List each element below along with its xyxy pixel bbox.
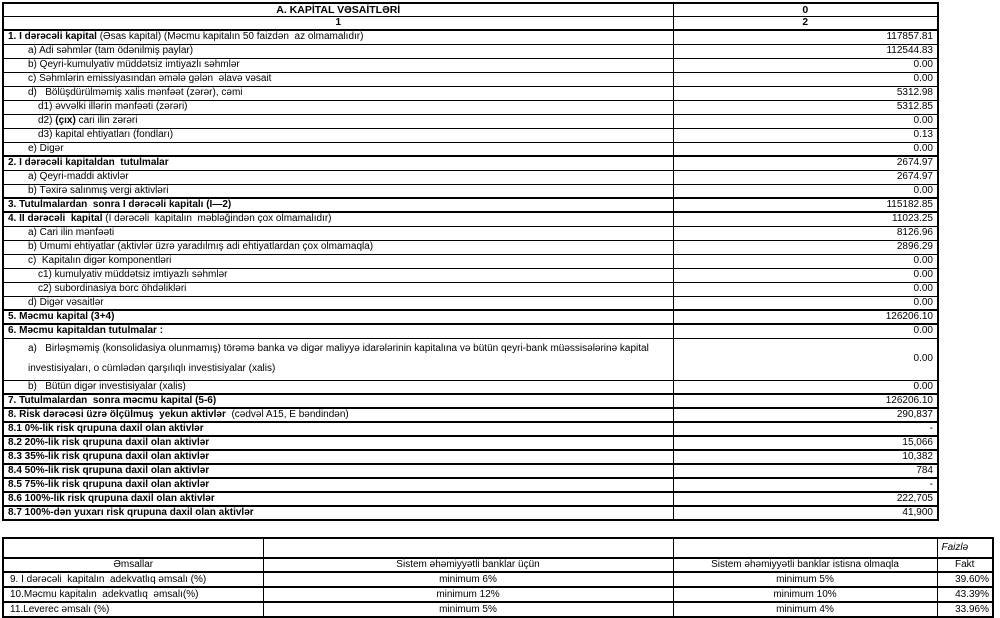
capital-row-label-segment: 4. II dərəcəli kapital bbox=[8, 213, 103, 225]
capital-row-label bbox=[3, 198, 673, 212]
capital-row-label bbox=[3, 408, 673, 422]
capital-row-label bbox=[3, 226, 673, 240]
capital-row-label-segment: a) Cari ilin mənfəəti bbox=[28, 227, 115, 238]
capital-table-row bbox=[3, 408, 938, 422]
capital-row-label-segment: (Əsas kapital) (Məcmu kapitalın 50 faizdən az olmamalıdır) bbox=[96, 31, 364, 43]
capital-row-value: 2674.97 bbox=[673, 156, 938, 170]
capital-table-row bbox=[3, 86, 938, 100]
capital-row-label-segment: b) Təxirə salınmış vergi aktivləri bbox=[28, 184, 169, 196]
capital-table-row bbox=[3, 268, 938, 282]
capital-col-number-1: 1 bbox=[3, 17, 673, 31]
capital-table-row bbox=[3, 226, 938, 240]
ratio-label: 10.Məcmu kapitalın adekvatlıq əmsalı(%) bbox=[3, 587, 263, 602]
capital-row-value: 0.13 bbox=[673, 128, 938, 142]
ratio-systemic-minimum: minimum 12% bbox=[263, 587, 673, 602]
capital-table-row bbox=[3, 310, 938, 324]
capital-table-row bbox=[3, 212, 938, 226]
capital-row-label-segment: 8.1 0%-lik risk qrupuna daxil olan aktivlər bbox=[8, 423, 204, 434]
capital-row-label-segment: d1) əvvəlki illərin mənfəəti (zərəri) bbox=[38, 101, 188, 112]
capital-row-value: 0.00 bbox=[673, 114, 938, 128]
capital-table-row bbox=[3, 422, 938, 436]
capital-table-row bbox=[3, 338, 938, 380]
capital-row-label bbox=[3, 506, 673, 520]
capital-row-label bbox=[3, 492, 673, 506]
capital-row-label-segment: d) Digər vəsaitlər bbox=[28, 296, 104, 308]
capital-table-row bbox=[3, 254, 938, 268]
capital-row-label bbox=[3, 142, 673, 156]
capital-row-label bbox=[3, 338, 673, 380]
capital-row-value: 784 bbox=[673, 464, 938, 478]
capital-row-label bbox=[3, 268, 673, 282]
capital-table-number-row bbox=[3, 17, 938, 31]
capital-row-value: - bbox=[673, 478, 938, 492]
capital-row-label-segment: 2. I dərəcəli kapitaldan tutulmalar bbox=[8, 157, 169, 169]
capital-table-row bbox=[3, 128, 938, 142]
capital-row-value: 0.00 bbox=[673, 324, 938, 338]
capital-table-row bbox=[3, 100, 938, 114]
capital-row-label-segment: (I dərəcəli kapitalın məbləğindən çox olmamalıdır) bbox=[102, 213, 332, 225]
capital-row-label-segment: 8.3 35%-lik risk qrupuna daxil olan aktivlər bbox=[8, 451, 210, 462]
capital-row-label-segment: b) Ümumi ehtiyatlar (aktivlər üzrə yaradılmış adi ehtiyatlardan çox olmamaqla) bbox=[28, 241, 374, 252]
capital-table-row bbox=[3, 380, 938, 394]
capital-row-label bbox=[3, 436, 673, 450]
capital-row-label-segment: a) Qeyri-maddi aktivlər bbox=[28, 171, 129, 182]
capital-row-label-segment: a) Birləşməmiş (konsolidasiya olunmamış) törəmə banka və digər maliyyə idarələrinin kapitalına və bütün qeyri-bank müəssisələrinə kapital investisiyaları, o cümlədən qarşılıqlı investisiyalar (xalis) bbox=[28, 343, 652, 374]
capital-row-value: 0.00 bbox=[673, 58, 938, 72]
capital-row-label-segment: 8.5 75%-lik risk qrupuna daxil olan aktivlər bbox=[8, 479, 210, 490]
capital-row-value: 10,382 bbox=[673, 450, 938, 464]
capital-row-label-segment: 5. Məcmu kapital (3+4) bbox=[8, 311, 115, 322]
capital-table-row bbox=[3, 506, 938, 520]
ratios-unit-row bbox=[3, 538, 993, 558]
capital-table-row bbox=[3, 198, 938, 212]
capital-row-label bbox=[3, 170, 673, 184]
capital-table-title: A. KAPİTAL VƏSAİTLƏRİ bbox=[3, 3, 673, 17]
capital-row-label-segment: 7. Tutulmalardan sonra məcmu kapital (5-6) bbox=[8, 395, 217, 406]
capital-row-value: 8126.96 bbox=[673, 226, 938, 240]
capital-row-value: 0.00 bbox=[673, 338, 938, 380]
capital-row-label-segment: b) Qeyri-kumulyativ müddətsiz imtiyazlı səhmlər bbox=[28, 59, 240, 70]
capital-row-value: 112544.83 bbox=[673, 44, 938, 58]
capital-row-value: 0.00 bbox=[673, 380, 938, 394]
capital-row-value: 290,837 bbox=[673, 408, 938, 422]
capital-row-value: 117857.81 bbox=[673, 30, 938, 44]
capital-row-label-segment: b) Bütün digər investisiyalar (xalis) bbox=[28, 380, 186, 392]
capital-row-label-segment: 6. Məcmu kapitaldan tutulmalar : bbox=[8, 325, 164, 337]
capital-table-row bbox=[3, 282, 938, 296]
capital-row-value: 2674.97 bbox=[673, 170, 938, 184]
ratio-non-systemic-minimum: minimum 10% bbox=[673, 587, 937, 602]
capital-table-row bbox=[3, 58, 938, 72]
capital-table-row bbox=[3, 464, 938, 478]
empty-cell bbox=[263, 538, 673, 558]
capital-row-value: 0.00 bbox=[673, 268, 938, 282]
capital-table-row bbox=[3, 170, 938, 184]
ratio-non-systemic-minimum: minimum 4% bbox=[673, 602, 937, 617]
ratios-header-coefficients: Əmsallar bbox=[3, 558, 263, 572]
capital-table-col-zero: 0 bbox=[673, 3, 938, 17]
capital-row-label bbox=[3, 58, 673, 72]
capital-row-value: 11023.25 bbox=[673, 212, 938, 226]
capital-row-label-segment: c2) subordinasiya borc öhdəlikləri bbox=[38, 283, 187, 294]
capital-row-value: 2896.29 bbox=[673, 240, 938, 254]
capital-row-label bbox=[3, 282, 673, 296]
ratio-systemic-minimum: minimum 5% bbox=[263, 602, 673, 617]
capital-row-value: 5312.85 bbox=[673, 100, 938, 114]
capital-row-value: - bbox=[673, 422, 938, 436]
capital-table-row bbox=[3, 142, 938, 156]
capital-row-label bbox=[3, 478, 673, 492]
capital-row-value: 115182.85 bbox=[673, 198, 938, 212]
capital-row-label bbox=[3, 380, 673, 394]
capital-row-label-segment: 3. Tutulmalardan sonra I dərəcəli kapitalı (I—2) bbox=[8, 199, 232, 210]
capital-row-value: 15,066 bbox=[673, 436, 938, 450]
capital-row-label bbox=[3, 296, 673, 310]
capital-row-label bbox=[3, 240, 673, 254]
capital-row-label-segment: 8. Risk dərəcəsi üzrə ölçülmuş yekun aktivlər bbox=[8, 409, 226, 420]
capital-row-label bbox=[3, 394, 673, 408]
capital-row-label-segment: (cədvəl A15, E bəndindən) bbox=[225, 409, 349, 420]
capital-row-value: 41,900 bbox=[673, 506, 938, 520]
capital-row-label-segment: c) Kapitalın digər komponentləri bbox=[28, 255, 172, 266]
capital-row-value: 0.00 bbox=[673, 142, 938, 156]
ratio-systemic-minimum: minimum 6% bbox=[263, 572, 673, 587]
capital-row-label-segment: (çıx) bbox=[55, 115, 76, 126]
capital-row-label bbox=[3, 44, 673, 58]
capital-row-value: 0.00 bbox=[673, 72, 938, 86]
ratio-row-leverage bbox=[3, 602, 993, 617]
capital-row-label-segment: cari ilin zərəri bbox=[75, 115, 138, 126]
capital-row-label bbox=[3, 324, 673, 338]
capital-row-label bbox=[3, 422, 673, 436]
ratio-non-systemic-minimum: minimum 5% bbox=[673, 572, 937, 587]
capital-table-row bbox=[3, 44, 938, 58]
capital-row-label-segment: a) Adi səhmlər (tam ödənilmiş paylar) bbox=[28, 45, 194, 56]
capital-row-label bbox=[3, 450, 673, 464]
capital-row-label bbox=[3, 464, 673, 478]
ratio-fact-value: 33.96% bbox=[937, 602, 993, 617]
capital-row-label-segment: e) Digər bbox=[28, 142, 64, 154]
capital-row-label-segment: 8.2 20%-lik risk qrupuna daxil olan aktivlər bbox=[8, 437, 210, 448]
capital-table-row bbox=[3, 324, 938, 338]
capital-row-label-segment: 8.6 100%-lik risk qrupuna daxil olan aktivlər bbox=[8, 493, 215, 504]
ratios-header-systemic: Sistem əhəmiyyətli banklar üçün bbox=[263, 558, 673, 572]
capital-row-label bbox=[3, 100, 673, 114]
capital-row-label-segment: d3) kapital ehtiyatları (fondları) bbox=[38, 129, 174, 140]
capital-row-value: 126206.10 bbox=[673, 394, 938, 408]
capital-row-label bbox=[3, 114, 673, 128]
capital-table-row bbox=[3, 240, 938, 254]
ratio-label: 11.Leverec əmsalı (%) bbox=[3, 602, 263, 617]
capital-row-label bbox=[3, 128, 673, 142]
capital-row-label-segment: 8.4 50%-lik risk qrupuna daxil olan aktivlər bbox=[8, 465, 210, 476]
capital-row-label bbox=[3, 86, 673, 100]
capital-row-label-segment: d) Bölüşdürülməmiş xalis mənfəət (zərər), cəmi bbox=[28, 87, 243, 98]
capital-row-value: 0.00 bbox=[673, 282, 938, 296]
ratios-header-fact: Fakt bbox=[937, 558, 993, 572]
capital-row-value: 0.00 bbox=[673, 296, 938, 310]
capital-table-row bbox=[3, 492, 938, 506]
capital-table-row bbox=[3, 450, 938, 464]
capital-table-row bbox=[3, 296, 938, 310]
capital-row-label-segment: 8.7 100%-dən yuxarı risk qrupuna daxil olan aktivlər bbox=[8, 507, 254, 518]
capital-col-number-2: 2 bbox=[673, 17, 938, 31]
capital-table-row bbox=[3, 114, 938, 128]
capital-row-value: 222,705 bbox=[673, 492, 938, 506]
ratios-header-row bbox=[3, 558, 993, 572]
ratios-table bbox=[2, 537, 994, 618]
ratio-fact-value: 39.60% bbox=[937, 572, 993, 587]
empty-cell bbox=[3, 538, 263, 558]
capital-row-label bbox=[3, 212, 673, 226]
capital-row-label bbox=[3, 156, 673, 170]
capital-table-row bbox=[3, 478, 938, 492]
capital-table-row bbox=[3, 72, 938, 86]
capital-row-label-segment: c) Səhmlərin emissiyasından əmələ gələn əlavə vəsait bbox=[28, 73, 272, 84]
capital-row-label bbox=[3, 254, 673, 268]
capital-row-label bbox=[3, 30, 673, 44]
capital-table-row bbox=[3, 156, 938, 170]
capital-row-value: 0.00 bbox=[673, 184, 938, 198]
ratio-label: 9. I dərəcəli kapitalın adekvatlıq əmsalı (%) bbox=[3, 572, 263, 587]
unit-label: Faizlə bbox=[937, 538, 993, 558]
capital-table bbox=[2, 2, 939, 521]
capital-row-value: 0.00 bbox=[673, 254, 938, 268]
empty-cell bbox=[673, 538, 937, 558]
capital-table-row bbox=[3, 30, 938, 44]
capital-row-value: 5312.98 bbox=[673, 86, 938, 100]
capital-row-label bbox=[3, 310, 673, 324]
capital-table-title-row bbox=[3, 3, 938, 17]
capital-table-row bbox=[3, 436, 938, 450]
ratio-row-tier1-adequacy bbox=[3, 572, 993, 587]
capital-row-label-segment: 1. I dərəcəli kapital bbox=[8, 31, 97, 43]
ratios-header-non-systemic: Sistem əhəmiyyətli banklar istisna olmaqla bbox=[673, 558, 937, 572]
capital-row-label-segment: d2) bbox=[38, 115, 56, 126]
ratio-row-total-capital-adequacy bbox=[3, 587, 993, 602]
capital-row-label bbox=[3, 184, 673, 198]
ratio-fact-value: 43.39% bbox=[937, 587, 993, 602]
capital-row-label bbox=[3, 72, 673, 86]
capital-table-row bbox=[3, 394, 938, 408]
capital-row-label-segment: c1) kumulyativ müddətsiz imtiyazlı səhmlər bbox=[38, 269, 228, 280]
capital-row-value: 126206.10 bbox=[673, 310, 938, 324]
capital-table-row bbox=[3, 184, 938, 198]
